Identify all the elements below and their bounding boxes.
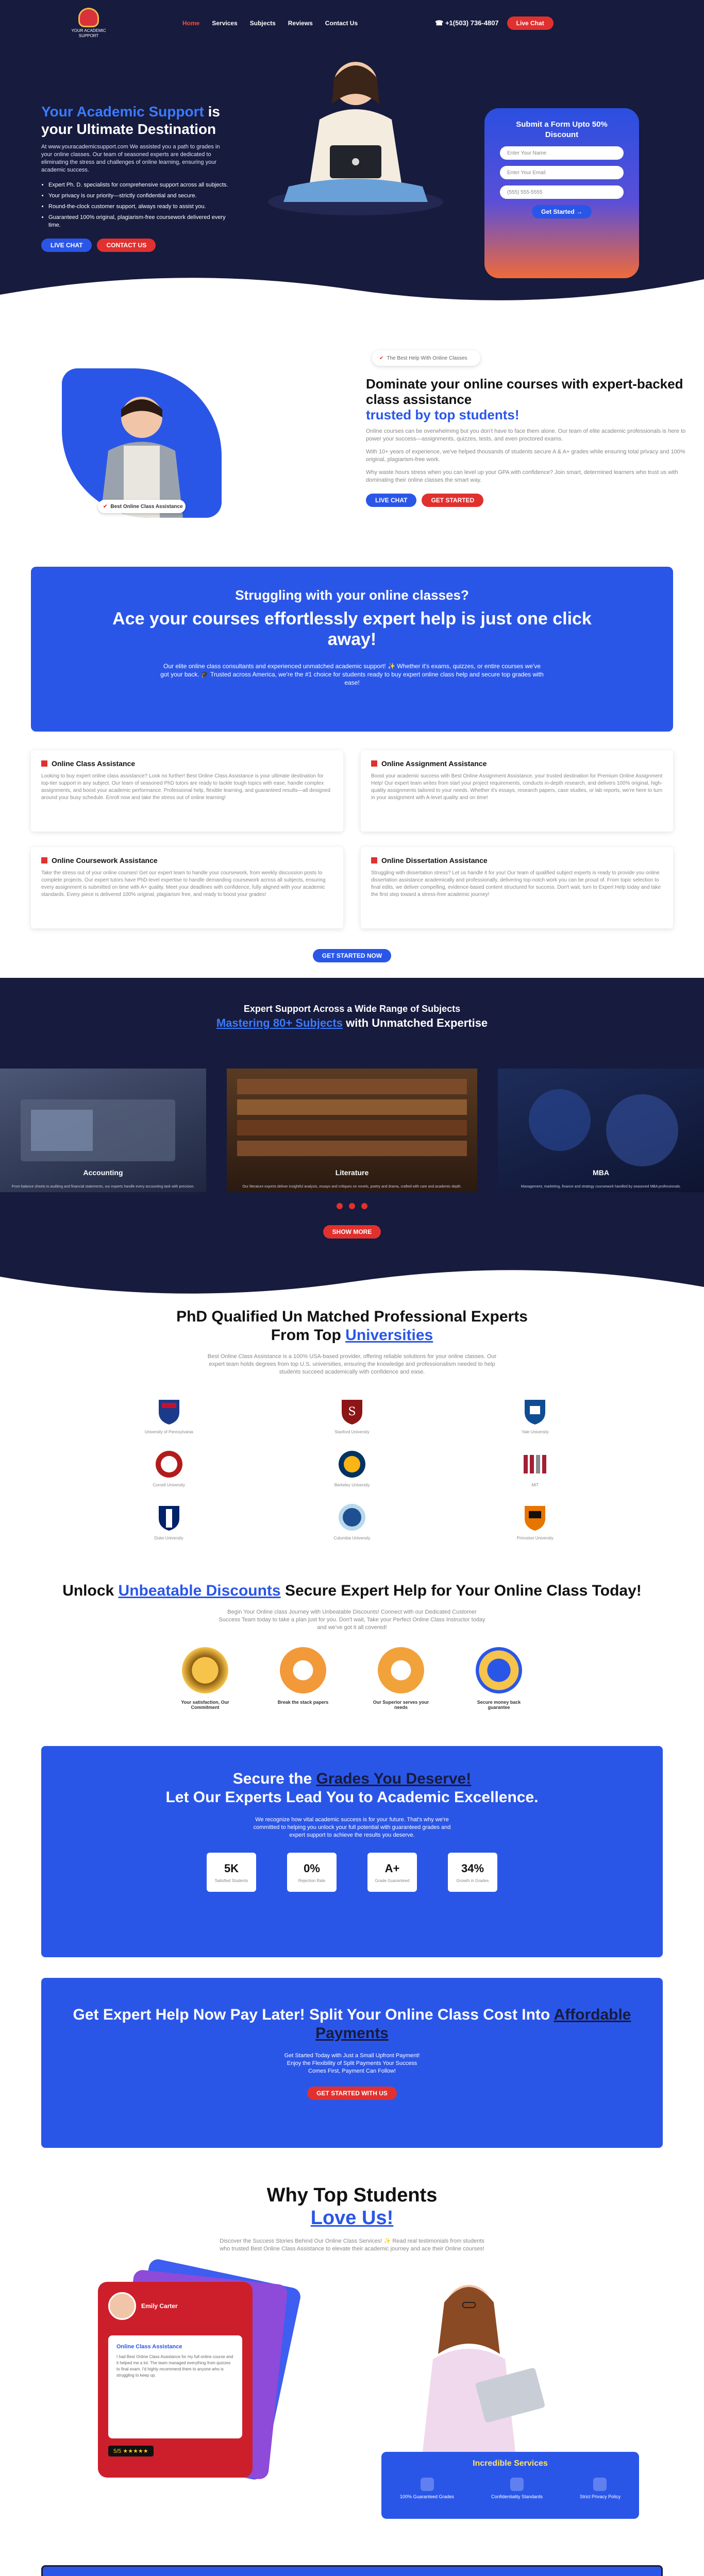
university-logos <box>77 1397 627 1540</box>
hero-title-rest: is your Ultimate Destination <box>41 104 220 137</box>
service-icon <box>41 760 47 767</box>
service-text: Looking to buy expert online class assistance? Look no further! Best Online Class Assistance is your ultimate destination for top-tier support in any subject. Our team of seasoned PhD tutors are ready to tackle tough topics with ease, handle complex assignments, and boost your academic performance. Professional help, flexible learning, and guaranteed results—all designed around your busy schedule. Enroll now and take the stress out of online learning! <box>41 773 330 801</box>
university-logo <box>444 1397 627 1434</box>
form-title: Submit a Form Upto 50% Discount <box>516 120 608 139</box>
subject-card-mba[interactable] <box>498 1069 704 1192</box>
subjects-section <box>0 978 704 1308</box>
service-title: Online Class Assistance <box>52 759 136 768</box>
nav-contact[interactable]: Contact Us <box>325 20 358 27</box>
service-text: Take the stress out of your online courses! Get our expert team to handle your coursework, from weekly discussion posts to complete projects. Our expert tutors have PhD-level expertise to handle demanding coursework across all subjects, ensuring every assignment is submitted on time with A+ quality. Meet your deadlines with confidence, fully aligned with your academic standards. Every piece is delivered 100% original, plagiarism free, and ready to boost your grades! <box>41 870 326 897</box>
badge-label: Our Superior serves your needs <box>373 1700 429 1710</box>
subjects-pretitle: Expert Support Across a Wide Range of Subjects <box>243 1004 461 1014</box>
feature-item <box>580 2478 621 2499</box>
service-title: Online Dissertation Assistance <box>381 856 488 865</box>
hero-wave <box>0 259 704 319</box>
dominate-section <box>0 319 704 567</box>
feature-label: Strict Privacy Policy <box>579 2494 621 2499</box>
carousel-dot[interactable] <box>337 1203 343 1209</box>
secure-grades-section <box>41 1746 663 1957</box>
why-section <box>0 2184 704 2534</box>
subjects-title-highlight: Mastering 80+ Subjects <box>216 1016 343 1029</box>
review-text: I had Best Online Class Assistance for my full online course and it helped me a lot. The team managed everything from quizzes to final exam. I'd highly recommend them to anyone who is struggling to keep up. <box>116 2354 233 2378</box>
stat-label: Grade Guaranteed <box>375 1878 410 1883</box>
review-title: Online Class Assistance <box>116 2344 182 2350</box>
feature-item <box>400 2478 454 2499</box>
guarantee-badge <box>367 1647 434 1710</box>
hero-bullet: • Your privacy is our priority—strictly confidential and secure. <box>48 192 232 200</box>
stat-label: Satisfied Students <box>214 1878 248 1883</box>
university-logo <box>444 1503 627 1540</box>
logo-crest-icon <box>78 8 99 27</box>
struggle-question: Struggling with your online classes? <box>235 587 469 603</box>
badge-label: Secure money back guarantee <box>477 1700 521 1710</box>
service-title: Online Assignment Assistance <box>381 759 487 768</box>
reviewer-avatar <box>108 2292 136 2320</box>
grade-icon <box>421 2478 434 2491</box>
dominate-get-started-button[interactable]: GET STARTED <box>422 494 483 507</box>
struggle-text: Our elite online class consultants and experienced unmatched academic support! ✨ Whether it's exams, quizzes, or entire courses we've got your back. 🎓 Trusted across America, we're the #1 choice for students ready to buy expert online class help and secure top grades with ease! <box>160 663 544 686</box>
dominate-paragraph: With 10+ years of experience, we've helped thousands of students secure A & A+ grades while ensuring total privacy and 100% original, plagiarism-free work. <box>366 449 685 463</box>
unlock-text: Begin Your Online class Journey with Unbeatable Discounts! Connect with our Dedicated Customer Success Team today to take a plan just for you. Don't wait, Take your Perfect Online Class Instructor today and we've got it all covered! <box>219 1609 485 1631</box>
nav-home[interactable]: Home <box>182 20 200 27</box>
stat-value: 5K <box>224 1861 239 1875</box>
main-menu <box>182 20 358 27</box>
nav-subjects[interactable]: Subjects <box>249 20 276 27</box>
guarantee-badge <box>465 1647 532 1710</box>
service-icon <box>371 760 377 767</box>
university-logo <box>77 1450 260 1487</box>
unlock-section <box>0 1571 704 1731</box>
paylater-title-start: Get Expert Help Now Pay Later! Split Your Online Class Cost Into <box>73 2006 554 2023</box>
feature-label: 100% Guaranteed Grades <box>399 2494 455 2499</box>
stat-value: A+ <box>384 1861 400 1875</box>
paylater-text: Get Started Today with Just a Small Upfront Payment! Enjoy the Flexibility of Split Payments Your Success Comes First, Payment Can Follow! <box>284 2053 420 2074</box>
reviewer-name: Emily Carter <box>141 2302 178 2310</box>
hero-student-image <box>258 47 454 217</box>
service-icon <box>371 857 377 863</box>
hero-bullets <box>48 181 232 229</box>
badge-label: Your satisfaction, Our Commitment <box>181 1700 229 1710</box>
dominate-paragraph: Online courses can be overwhelming but you don't have to face them alone. Our team of elite academic professionals is here to power your success—assignments, quizzes, tests, and even proctored exams. <box>366 428 686 442</box>
subject-card-label: Accounting <box>83 1168 123 1177</box>
hero-title-accent: Your Academic Support <box>41 104 204 120</box>
show-more-button[interactable]: SHOW MORE <box>323 1225 381 1239</box>
dominate-paragraph: Why waste hours stress when you can level up your GPA with confidence? Join smart, determined learners who trust us with dominating their online classes the smart way. <box>366 469 678 483</box>
stat-label: Growth in Grades <box>456 1878 489 1883</box>
check-icon: ✔ <box>379 355 384 361</box>
partners-section <box>41 2565 663 2576</box>
service-card[interactable] <box>31 750 343 832</box>
unlock-title-start: Unlock <box>62 1582 119 1599</box>
incredible-title: Incredible Services <box>473 2459 548 2468</box>
university-logo <box>444 1450 627 1487</box>
penn-crest-icon <box>155 1397 183 1426</box>
paylater-get-started-button[interactable]: GET STARTED WITH US <box>307 2087 397 2100</box>
header-phone[interactable]: ☎ +1(503) 736-4807 <box>435 19 499 27</box>
form-submit-button[interactable]: Get Started → <box>532 205 592 218</box>
university-logo <box>77 1503 260 1540</box>
university-name: Columbia University <box>333 1536 371 1540</box>
student-photo-image <box>62 368 222 518</box>
university-name: MIT <box>531 1483 539 1487</box>
yale-crest-icon <box>521 1397 549 1426</box>
university-name: Berkeley University <box>334 1483 370 1487</box>
duke-crest-icon <box>155 1503 183 1532</box>
review-rating: 5/5 ★★★★★ <box>108 2446 154 2456</box>
service-card[interactable] <box>31 847 343 928</box>
service-card[interactable] <box>361 847 673 928</box>
testimonial-stack <box>88 2272 304 2488</box>
why-title-start: Why Top Students <box>266 2184 438 2206</box>
superior-badge-icon <box>378 1647 424 1693</box>
site-logo[interactable] <box>62 5 115 42</box>
paylater-title-highlight: Affordable Payments <box>315 2006 631 2042</box>
carousel-dots <box>0 1202 704 1212</box>
money-back-badge-icon <box>476 1647 522 1693</box>
university-name: Princeton University <box>516 1536 554 1540</box>
experts-title-highlight: Universities <box>345 1327 433 1344</box>
shield-icon <box>593 2478 607 2491</box>
subjects-title <box>0 1016 704 1030</box>
cornell-seal-icon <box>155 1450 183 1479</box>
university-logo <box>260 1397 443 1434</box>
stat-value: 34% <box>461 1861 484 1875</box>
service-text: Boost your academic success with Best Online Assignment Assistance, your trusted destination for Premium Online Assignment Help! Our expert team writes from start your project requirements, conducts in-depth research, and delivers 100% original, high-quality assignments tailored to your needs. Whether it's essays, research papers, case studies, or lab reports, we're here to turn in your assignment with A-level quality and on time! <box>371 773 663 801</box>
experts-text: Best Online Class Assistance is a 100% USA-based provider, offering reliable solutions for your online classes. Our expert team holds degrees from top U.S. universities, ensuring the knowledge and professionalism needed to help students succeed academically with confidence and ease. <box>207 1353 497 1375</box>
hero-bullet: • Guaranteed 100% original, plagiarism-free coursework delivered every time. <box>48 214 232 229</box>
logo-text: YOUR ACADEMIC SUPPORT <box>71 28 106 38</box>
badge-label: Break the stack papers <box>277 1700 329 1705</box>
stat-card <box>207 1853 256 1892</box>
email-input[interactable]: Enter Your Email <box>500 166 624 179</box>
secure-title-highlight: Grades You Deserve! <box>316 1770 472 1787</box>
satisfaction-badge-icon <box>182 1647 228 1693</box>
hero-bullet: • Round-the-clock customer support, always ready to assist you. <box>48 203 232 211</box>
guarantee-badges <box>0 1647 704 1710</box>
dominate-subtitle: trusted by top students! <box>366 407 519 422</box>
berkeley-seal-icon <box>338 1450 366 1479</box>
dominate-live-chat-button[interactable]: LIVE CHAT <box>366 494 416 507</box>
svg-text:S: S <box>348 1405 356 1418</box>
struggle-banner <box>31 567 673 732</box>
experts-title-line2: From Top <box>271 1327 346 1344</box>
hero-title <box>41 103 232 138</box>
subject-card-literature[interactable] <box>227 1069 477 1192</box>
top-navbar <box>0 0 704 46</box>
university-logo <box>260 1503 443 1540</box>
student-woman-image <box>376 2272 562 2452</box>
incredible-services-box <box>381 2452 639 2519</box>
phone-input[interactable]: (555) 555-5555 <box>500 185 624 199</box>
experts-title-line1: PhD Qualified Un Matched Professional Experts <box>176 1308 528 1325</box>
student-photo <box>62 368 222 518</box>
hero-bullet: • Expert Ph. D. specialists for comprehensive support across all subjects. <box>48 181 232 189</box>
feature-label: Confidentiality Standards <box>491 2494 543 2499</box>
experts-section <box>0 1308 704 1571</box>
feature-item <box>491 2478 543 2499</box>
stat-card <box>367 1853 417 1892</box>
guarantee-badge <box>172 1647 239 1710</box>
secure-title <box>41 1770 663 1807</box>
dominate-text <box>366 376 701 507</box>
guarantee-badge <box>270 1647 337 1710</box>
unlock-title-highlight: Unbeatable Discounts <box>118 1582 281 1599</box>
name-input[interactable]: Enter Your Name <box>500 146 624 160</box>
services-get-started-button[interactable]: GET STARTED NOW <box>313 949 391 962</box>
why-title <box>0 2184 704 2229</box>
stack-papers-badge-icon <box>280 1647 326 1693</box>
stat-card <box>287 1853 337 1892</box>
university-logo <box>77 1397 260 1434</box>
hero-intro-text: At www.youracademicsupport.com We assisted you a path to grades in your online classes. Our team of seasoned experts are dedicated to eliminating the stress and challenges of online learning, ensuring your academic success. <box>41 144 220 173</box>
service-title: Online Coursework Assistance <box>52 856 158 865</box>
university-name: Stanford University <box>334 1430 370 1434</box>
subject-card-desc: From balance sheets to auditing and financial statements, our experts handle every accounting task with precision. <box>11 1185 195 1189</box>
header-phone-number: +1(503) 736-4807 <box>445 19 499 27</box>
experts-title <box>0 1308 704 1345</box>
lock-icon <box>510 2478 524 2491</box>
subject-card-desc: Our literature experts deliver insightful analysis, essays and critiques on novels, poetry and drama, crafted with care and academic depth. <box>242 1185 462 1189</box>
stat-value: 0% <box>304 1861 320 1875</box>
why-text: Discover the Success Stories Behind Our Online Class Services! ✨ Read real testimonials from students who trusted Best Online Class Assistance to elevate their academic journey and ace their Online courses! <box>220 2238 484 2252</box>
hero-intro <box>41 103 232 252</box>
university-name: University of Pennsylvania <box>144 1430 193 1434</box>
dominate-title: Dominate your online courses with expert-backed class assistance <box>366 376 683 407</box>
pay-later-section <box>41 1978 663 2148</box>
stats-row <box>41 1853 663 1892</box>
service-icon <box>41 857 47 863</box>
photo-caption <box>98 500 186 513</box>
secure-title-start: Secure the <box>232 1770 316 1787</box>
stat-card <box>448 1853 497 1892</box>
services-grid <box>0 732 704 949</box>
hero-live-chat-button[interactable]: LIVE CHAT <box>41 239 92 252</box>
subject-card-accounting[interactable] <box>0 1069 206 1192</box>
photo-caption-text: Best Online Class Assistance <box>110 503 183 510</box>
secure-text: We recognize how vital academic success is for your future. That's why we're committed to helping you unlock your full potential with guaranteed grades and expert support to achieve the results you deserve. <box>253 1817 451 1838</box>
review-body <box>108 2335 242 2438</box>
princeton-crest-icon <box>521 1503 549 1532</box>
live-chat-button[interactable]: Live Chat <box>507 16 554 30</box>
university-logo <box>260 1450 443 1487</box>
hero-section <box>0 0 704 319</box>
service-card[interactable] <box>361 750 673 832</box>
columbia-seal-icon <box>338 1503 366 1532</box>
subjects-title-rest: with Unmatched Expertise <box>342 1016 488 1029</box>
university-name: Yale University <box>521 1430 549 1434</box>
subject-card-label: Literature <box>335 1168 369 1177</box>
carousel-dot[interactable] <box>349 1203 355 1209</box>
subjects-wave <box>0 1246 704 1308</box>
paylater-title <box>41 2006 663 2043</box>
mit-logo-icon <box>521 1450 549 1479</box>
unlock-title-end: Secure Expert Help for Your Online Class Today! <box>280 1582 642 1599</box>
secure-title-end: Let Our Experts Lead You to Academic Excellence. <box>165 1789 539 1806</box>
why-title-highlight: Love Us! <box>310 2207 394 2229</box>
university-name: Cornell University <box>153 1483 185 1487</box>
testimonial-card[interactable] <box>98 2282 253 2478</box>
university-name: Duke University <box>154 1536 183 1540</box>
stat-label: Rejection Rate <box>298 1878 326 1883</box>
subject-card-desc: Management, marketing, finance and strategy coursework handled by seasoned MBA professionals. <box>521 1185 681 1189</box>
best-help-badge-text: The Best Help With Online Classes <box>387 355 467 361</box>
struggle-title: Ace your courses effortlessly expert help is just one click away! <box>112 609 592 649</box>
check-icon: ✔ <box>103 503 108 510</box>
carousel-dot[interactable] <box>361 1203 367 1209</box>
subject-card-label: MBA <box>593 1168 609 1177</box>
best-help-badge <box>372 350 480 366</box>
nav-services[interactable]: Services <box>212 20 238 27</box>
hero-contact-button[interactable]: CONTACT US <box>97 239 156 252</box>
service-text: Struggling with dissertation stress? Let us handle it for you! Our team of qualified subject experts is ready to provide you online dissertation assistance academically and professionally, delivering top-notch work you can be proud of. From topic selection to final edits, we deliver compelling, evidence-based content structured for success. Don't wait, turn to Expert Help today and take the first step toward a stress-free academic journey! <box>371 870 661 897</box>
discount-form <box>484 108 639 278</box>
unlock-title <box>0 1582 704 1600</box>
nav-reviews[interactable]: Reviews <box>288 20 313 27</box>
stanford-crest-icon <box>338 1397 366 1426</box>
